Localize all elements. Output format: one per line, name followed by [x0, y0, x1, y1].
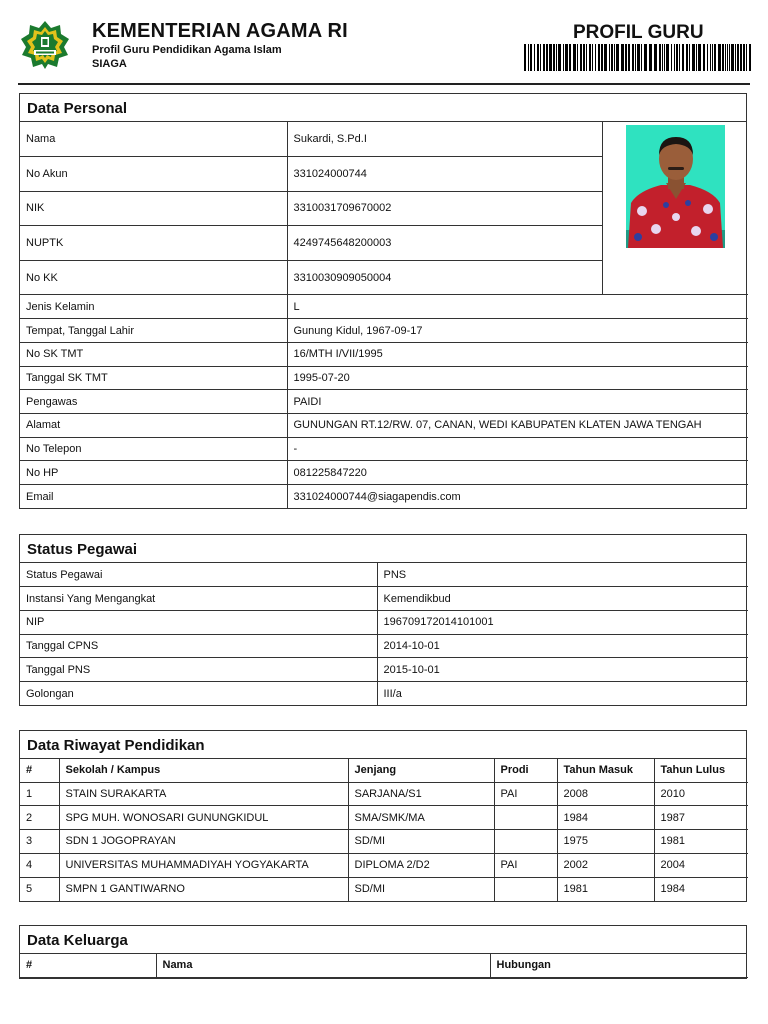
barcode-icon [524, 44, 752, 71]
field-value: PNS [377, 563, 748, 587]
field-label: Alamat [20, 413, 287, 437]
table-cell: 1975 [557, 830, 654, 854]
field-label: Email [20, 484, 287, 508]
status-section-title: Status Pegawai [20, 535, 746, 563]
field-label: No SK TMT [20, 342, 287, 366]
field-label: Tanggal SK TMT [20, 366, 287, 390]
field-label: NUPTK [20, 226, 287, 261]
table-cell: PAI [494, 782, 557, 806]
table-cell: SD/MI [348, 830, 494, 854]
doc-title: PROFIL GURU [573, 22, 704, 43]
column-header: Tahun Lulus [654, 759, 748, 782]
education-table [20, 759, 748, 901]
field-value: 3310030909050004 [287, 260, 602, 295]
kemenag-logo-icon [20, 20, 70, 70]
field-label: Status Pegawai [20, 563, 377, 587]
table-row [20, 806, 748, 830]
field-value: PAIDI [287, 390, 748, 414]
table-row [20, 390, 748, 414]
field-value: 2014-10-01 [377, 634, 748, 658]
header-divider [18, 83, 750, 85]
table-cell: 1981 [654, 830, 748, 854]
field-value: Sukardi, S.Pd.I [287, 122, 602, 157]
personal-table [20, 122, 748, 508]
table-cell: 1981 [557, 877, 654, 901]
column-header: # [20, 759, 59, 782]
table-row [20, 484, 748, 508]
table-row [20, 437, 748, 461]
table-row [20, 295, 748, 319]
table-row [20, 877, 748, 901]
table-cell: DIPLOMA 2/D2 [348, 853, 494, 877]
field-value: GUNUNGAN RT.12/RW. 07, CANAN, WEDI KABUPATEN KLATEN JAWA TENGAH [287, 413, 748, 437]
field-value: Gunung Kidul, 1967-09-17 [287, 319, 748, 343]
field-label: Instansi Yang Mengangkat [20, 587, 377, 611]
table-header-row [20, 954, 748, 977]
table-row [20, 853, 748, 877]
field-label: Nama [20, 122, 287, 157]
table-cell: SD/MI [348, 877, 494, 901]
table-cell: SMPN 1 GANTIWARNO [59, 877, 348, 901]
education-section-title: Data Riwayat Pendidikan [20, 731, 746, 759]
table-row [20, 342, 748, 366]
table-cell: SARJANA/S1 [348, 782, 494, 806]
field-value: L [287, 295, 748, 319]
status-section [19, 534, 747, 706]
table-cell: SPG MUH. WONOSARI GUNUNGKIDUL [59, 806, 348, 830]
field-value: 331024000744 [287, 157, 602, 192]
table-cell: 1 [20, 782, 59, 806]
column-header: Sekolah / Kampus [59, 759, 348, 782]
table-cell [494, 877, 557, 901]
table-cell: 4 [20, 853, 59, 877]
column-header: # [20, 954, 156, 977]
family-section-title: Data Keluarga [20, 926, 746, 954]
table-header-row [20, 759, 748, 782]
field-label: Tanggal CPNS [20, 634, 377, 658]
family-table [20, 954, 748, 978]
table-cell: STAIN SURAKARTA [59, 782, 348, 806]
table-cell: 2010 [654, 782, 748, 806]
table-cell: 3 [20, 830, 59, 854]
family-section [19, 925, 747, 979]
table-cell: SMA/SMK/MA [348, 806, 494, 830]
field-label: Tanggal PNS [20, 658, 377, 682]
field-value: 196709172014101001 [377, 610, 748, 634]
table-cell: SDN 1 JOGOPRAYAN [59, 830, 348, 854]
field-label: No Telepon [20, 437, 287, 461]
table-cell: 1987 [654, 806, 748, 830]
field-label: NIK [20, 191, 287, 226]
table-row [20, 461, 748, 485]
table-cell: 2004 [654, 853, 748, 877]
field-label: Pengawas [20, 390, 287, 414]
field-value: 4249745648200003 [287, 226, 602, 261]
table-row [20, 413, 748, 437]
field-label: No KK [20, 260, 287, 295]
field-value: 081225847220 [287, 461, 748, 485]
column-header: Hubungan [490, 954, 748, 977]
field-label: No Akun [20, 157, 287, 192]
table-row [20, 681, 748, 705]
personal-section [19, 93, 747, 509]
status-table [20, 563, 748, 705]
field-value: 2015-10-01 [377, 658, 748, 682]
table-row [20, 658, 748, 682]
field-value: - [287, 437, 748, 461]
table-row [20, 563, 748, 587]
field-value: 331024000744@siagapendis.com [287, 484, 748, 508]
table-cell: 2002 [557, 853, 654, 877]
table-row [20, 782, 748, 806]
column-header: Prodi [494, 759, 557, 782]
column-header: Nama [156, 954, 490, 977]
org-title: KEMENTERIAN AGAMA RI [92, 20, 348, 42]
table-row [20, 366, 748, 390]
page-header [0, 0, 768, 86]
education-section [19, 730, 747, 902]
field-label: Tempat, Tanggal Lahir [20, 319, 287, 343]
field-value: III/a [377, 681, 748, 705]
field-value: 3310031709670002 [287, 191, 602, 226]
table-cell: 1984 [654, 877, 748, 901]
table-cell: 5 [20, 877, 59, 901]
table-row [20, 634, 748, 658]
table-cell: 2 [20, 806, 59, 830]
org-subtitle: Profil Guru Pendidikan Agama Islam [92, 44, 282, 56]
column-header: Jenjang [348, 759, 494, 782]
field-label: Jenis Kelamin [20, 295, 287, 319]
table-cell: 1984 [557, 806, 654, 830]
teacher-photo [626, 125, 725, 248]
field-label: No HP [20, 461, 287, 485]
column-header: Tahun Masuk [557, 759, 654, 782]
table-row [20, 610, 748, 634]
table-row [20, 587, 748, 611]
table-row [20, 830, 748, 854]
table-cell: UNIVERSITAS MUHAMMADIYAH YOGYAKARTA [59, 853, 348, 877]
table-cell: 2008 [557, 782, 654, 806]
photo-cell [602, 122, 748, 295]
field-label: NIP [20, 610, 377, 634]
field-value: 1995-07-20 [287, 366, 748, 390]
personal-section-title: Data Personal [20, 94, 746, 122]
table-cell [494, 830, 557, 854]
field-label: Golongan [20, 681, 377, 705]
table-cell: PAI [494, 853, 557, 877]
org-system: SIAGA [92, 58, 127, 70]
table-row [20, 319, 748, 343]
table-row [20, 122, 748, 157]
field-value: 16/MTH I/VII/1995 [287, 342, 748, 366]
table-cell [494, 806, 557, 830]
field-value: Kemendikbud [377, 587, 748, 611]
